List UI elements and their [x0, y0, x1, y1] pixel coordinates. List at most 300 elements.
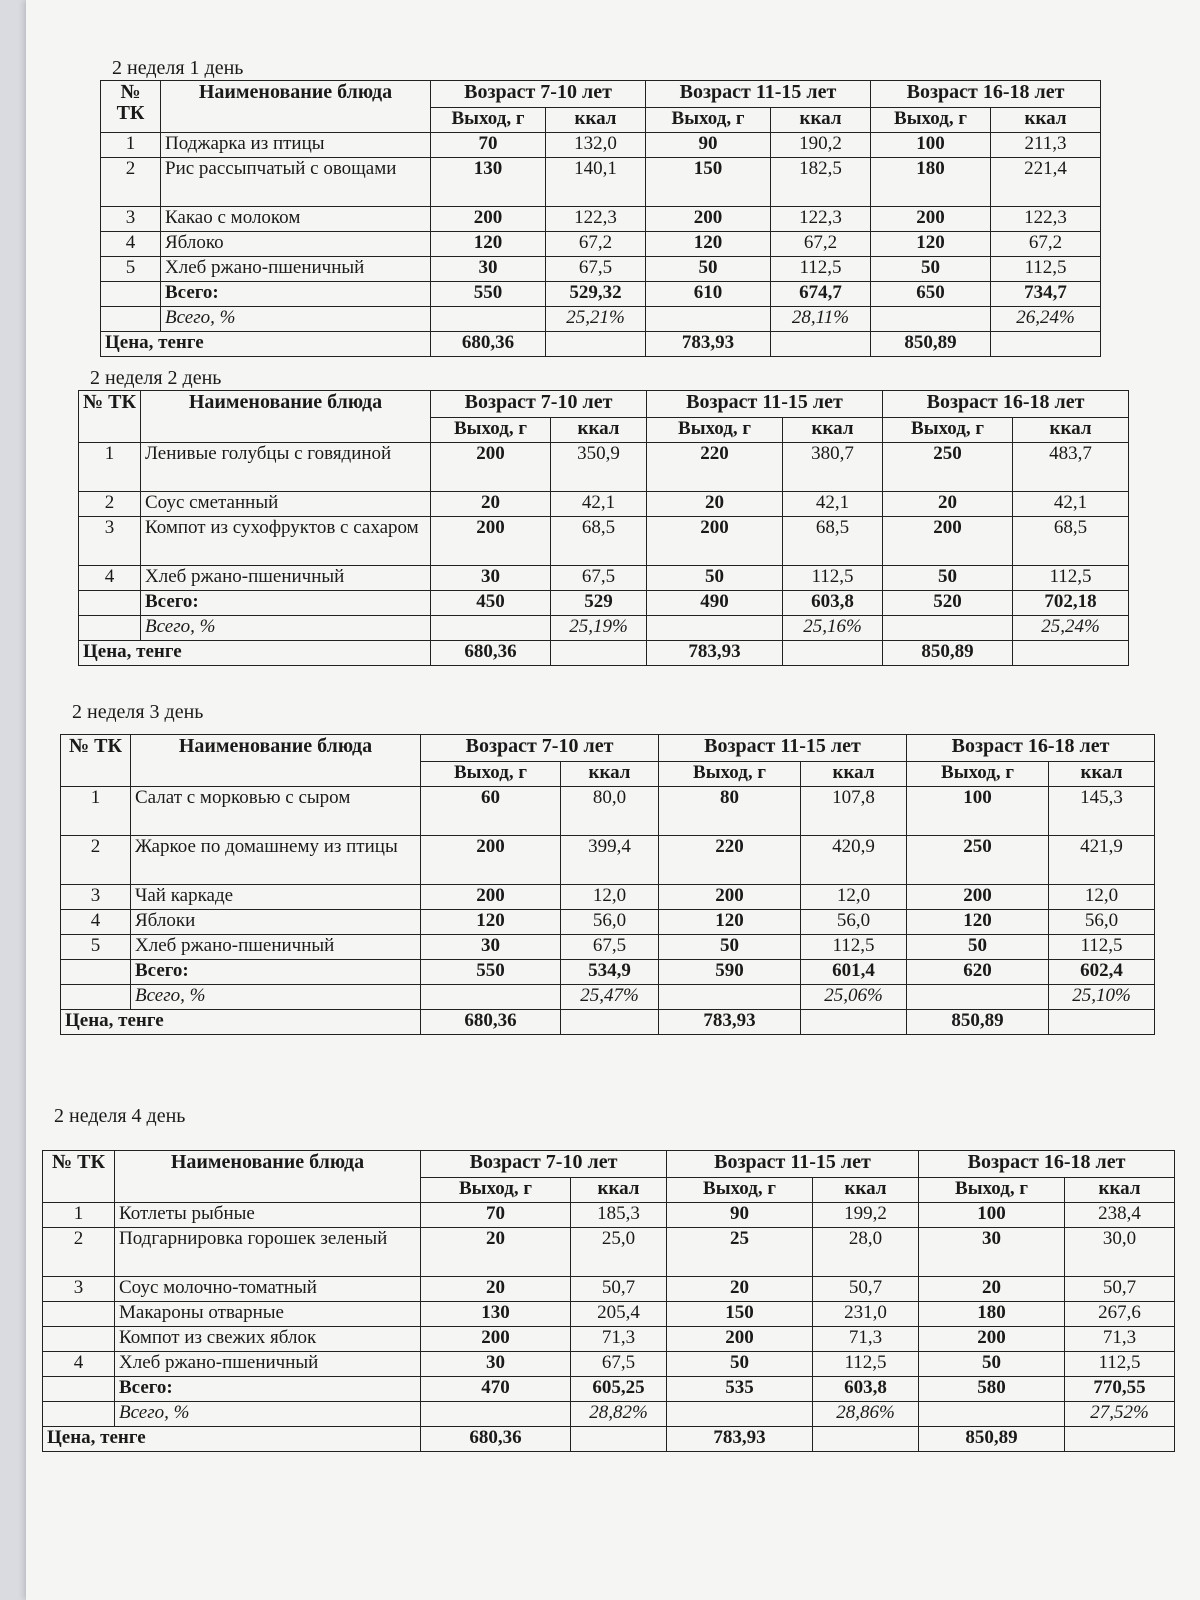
yield-value: 30: [431, 566, 551, 591]
yield-value: 250: [907, 836, 1049, 885]
kcal-value: 112,5: [801, 935, 907, 960]
kcal-value: 211,3: [991, 133, 1101, 158]
kcal-value: 238,4: [1065, 1203, 1175, 1228]
price-value: 850,89: [907, 1010, 1049, 1035]
age-7-10-header: Возраст 7-10 лет: [431, 391, 647, 418]
yield-header: Выход, г: [871, 108, 991, 133]
dish-name: Какао с молоком: [161, 207, 431, 232]
col-no-header: № ТК: [79, 391, 141, 443]
yield-value: 100: [907, 787, 1049, 836]
row-no: 5: [61, 935, 131, 960]
yield-value: 180: [919, 1302, 1065, 1327]
kcal-header: ккал: [991, 108, 1101, 133]
kcal-value: 56,0: [561, 910, 659, 935]
yield-header: Выход, г: [667, 1178, 813, 1203]
total-label: Всего:: [161, 282, 431, 307]
total-yield: 450: [431, 591, 551, 616]
row-no: 3: [101, 207, 161, 232]
price-label: Цена, тенге: [43, 1427, 421, 1452]
percent-row: [101, 307, 1101, 332]
yield-value: 90: [646, 133, 771, 158]
table-row: [79, 566, 1129, 591]
kcal-value: 145,3: [1049, 787, 1155, 836]
yield-value: 200: [421, 885, 561, 910]
price-value: 850,89: [871, 332, 991, 357]
price-value: 783,93: [659, 1010, 801, 1035]
age-11-15-header: Возраст 11-15 лет: [667, 1151, 919, 1178]
table-row: [43, 1302, 1175, 1327]
table-row: [79, 492, 1129, 517]
col-no-header: № ТК: [43, 1151, 115, 1203]
day-section: [78, 366, 1138, 666]
price-label: Цена, тенге: [61, 1010, 421, 1035]
yield-header: Выход, г: [431, 418, 551, 443]
kcal-value: 67,2: [771, 232, 871, 257]
kcal-header: ккал: [571, 1178, 667, 1203]
total-kcal: 674,7: [771, 282, 871, 307]
price-value: 680,36: [421, 1427, 571, 1452]
kcal-value: 182,5: [771, 158, 871, 207]
yield-value: 30: [919, 1228, 1065, 1277]
kcal-header: ккал: [771, 108, 871, 133]
day-title: 2 неделя 1 день: [112, 57, 244, 79]
yield-header: Выход, г: [907, 762, 1049, 787]
kcal-value: 122,3: [771, 207, 871, 232]
percent-label: Всего, %: [131, 985, 421, 1010]
yield-value: 20: [431, 492, 551, 517]
kcal-value: 221,4: [991, 158, 1101, 207]
total-row: [79, 591, 1129, 616]
kcal-value: 132,0: [546, 133, 646, 158]
table-row: [43, 1228, 1175, 1277]
total-row: [43, 1377, 1175, 1402]
dish-name: Хлеб ржано-пшеничный: [141, 566, 431, 591]
yield-value: 50: [646, 257, 771, 282]
yield-value: 150: [667, 1302, 813, 1327]
table-row: [61, 885, 1155, 910]
yield-value: 100: [871, 133, 991, 158]
age-16-18-header: Возраст 16-18 лет: [919, 1151, 1175, 1178]
col-name-header: Наименование блюда: [115, 1151, 421, 1203]
yield-value: 80: [659, 787, 801, 836]
yield-value: 20: [421, 1228, 571, 1277]
table-row: [101, 133, 1101, 158]
kcal-value: 205,4: [571, 1302, 667, 1327]
kcal-value: 267,6: [1065, 1302, 1175, 1327]
kcal-value: 483,7: [1013, 443, 1129, 492]
yield-header: Выход, г: [646, 108, 771, 133]
age-7-10-header: Возраст 7-10 лет: [431, 81, 646, 108]
kcal-value: 112,5: [1065, 1352, 1175, 1377]
price-value: 850,89: [919, 1427, 1065, 1452]
dish-name: Поджарка из птицы: [161, 133, 431, 158]
kcal-value: 420,9: [801, 836, 907, 885]
dish-name: Ленивые голубцы с говядиной: [141, 443, 431, 492]
kcal-value: 42,1: [551, 492, 647, 517]
yield-header: Выход, г: [421, 1178, 571, 1203]
yield-value: 120: [871, 232, 991, 257]
percent-row: [79, 616, 1129, 641]
kcal-value: 50,7: [571, 1277, 667, 1302]
percent-value: 28,11%: [771, 307, 871, 332]
age-7-10-header: Возраст 7-10 лет: [421, 735, 659, 762]
yield-header: Выход, г: [659, 762, 801, 787]
kcal-value: 42,1: [1013, 492, 1129, 517]
kcal-value: 71,3: [1065, 1327, 1175, 1352]
col-no-header: № ТК: [101, 81, 161, 133]
kcal-value: 68,5: [783, 517, 883, 566]
col-name-header: Наименование блюда: [131, 735, 421, 787]
row-no: 3: [79, 517, 141, 566]
kcal-value: 68,5: [551, 517, 647, 566]
total-yield: 535: [667, 1377, 813, 1402]
yield-value: 120: [907, 910, 1049, 935]
yield-value: 200: [647, 517, 783, 566]
kcal-value: 12,0: [561, 885, 659, 910]
total-kcal: 534,9: [561, 960, 659, 985]
kcal-value: 67,2: [991, 232, 1101, 257]
table-row: [101, 232, 1101, 257]
table-row: [61, 910, 1155, 935]
yield-header: Выход, г: [421, 762, 561, 787]
yield-value: 130: [431, 158, 546, 207]
yield-value: 150: [646, 158, 771, 207]
day-title: 2 неделя 4 день: [54, 1105, 186, 1127]
kcal-value: 71,3: [813, 1327, 919, 1352]
table-row: [61, 787, 1155, 836]
total-kcal: 601,4: [801, 960, 907, 985]
kcal-value: 190,2: [771, 133, 871, 158]
kcal-value: 112,5: [771, 257, 871, 282]
yield-value: 120: [646, 232, 771, 257]
total-label: Всего:: [115, 1377, 421, 1402]
kcal-value: 112,5: [991, 257, 1101, 282]
kcal-value: 56,0: [801, 910, 907, 935]
table-row: [43, 1352, 1175, 1377]
day-title: 2 неделя 2 день: [90, 367, 222, 389]
dish-name: Рис рассыпчатый с овощами: [161, 158, 431, 207]
yield-header: Выход, г: [883, 418, 1013, 443]
kcal-value: 68,5: [1013, 517, 1129, 566]
yield-value: 200: [659, 885, 801, 910]
price-row: [101, 332, 1101, 357]
table-row: [101, 207, 1101, 232]
dish-name: Компот из свежих яблок: [115, 1327, 421, 1352]
table-row: [61, 935, 1155, 960]
kcal-value: 30,0: [1065, 1228, 1175, 1277]
table-row: [79, 517, 1129, 566]
kcal-value: 67,5: [546, 257, 646, 282]
percent-label: Всего, %: [115, 1402, 421, 1427]
menu-table: [78, 390, 1129, 666]
kcal-value: 399,4: [561, 836, 659, 885]
yield-value: 200: [431, 443, 551, 492]
day-section: [60, 700, 1140, 1035]
yield-value: 50: [659, 935, 801, 960]
table-row: [43, 1203, 1175, 1228]
total-kcal: 605,25: [571, 1377, 667, 1402]
total-yield: 580: [919, 1377, 1065, 1402]
col-no-header: № ТК: [61, 735, 131, 787]
yield-value: 200: [919, 1327, 1065, 1352]
yield-value: 200: [871, 207, 991, 232]
kcal-value: 231,0: [813, 1302, 919, 1327]
kcal-value: 28,0: [813, 1228, 919, 1277]
kcal-header: ккал: [561, 762, 659, 787]
age-11-15-header: Возраст 11-15 лет: [647, 391, 883, 418]
total-yield: 590: [659, 960, 801, 985]
total-yield: 620: [907, 960, 1049, 985]
percent-value: 26,24%: [991, 307, 1101, 332]
dish-name: Хлеб ржано-пшеничный: [115, 1352, 421, 1377]
percent-value: 25,10%: [1049, 985, 1155, 1010]
percent-value: 25,47%: [561, 985, 659, 1010]
yield-value: 220: [659, 836, 801, 885]
age-11-15-header: Возраст 11-15 лет: [646, 81, 871, 108]
total-kcal: 702,18: [1013, 591, 1129, 616]
price-row: [61, 1010, 1155, 1035]
kcal-value: 12,0: [801, 885, 907, 910]
kcal-value: 67,5: [571, 1352, 667, 1377]
table-row: [101, 257, 1101, 282]
kcal-value: 71,3: [571, 1327, 667, 1352]
price-row: [43, 1427, 1175, 1452]
kcal-header: ккал: [813, 1178, 919, 1203]
total-kcal: 770,55: [1065, 1377, 1175, 1402]
kcal-value: 107,8: [801, 787, 907, 836]
kcal-header: ккал: [546, 108, 646, 133]
kcal-value: 185,3: [571, 1203, 667, 1228]
total-kcal: 734,7: [991, 282, 1101, 307]
percent-value: 25,21%: [546, 307, 646, 332]
price-value: 783,93: [667, 1427, 813, 1452]
kcal-value: 112,5: [783, 566, 883, 591]
row-no: [43, 1327, 115, 1352]
row-no: 4: [61, 910, 131, 935]
price-row: [79, 641, 1129, 666]
percent-value: 25,19%: [551, 616, 647, 641]
price-label: Цена, тенге: [79, 641, 431, 666]
row-no: 3: [61, 885, 131, 910]
percent-value: 25,24%: [1013, 616, 1129, 641]
yield-header: Выход, г: [647, 418, 783, 443]
table-row: [101, 158, 1101, 207]
kcal-header: ккал: [801, 762, 907, 787]
percent-value: 27,52%: [1065, 1402, 1175, 1427]
price-value: 783,93: [646, 332, 771, 357]
percent-value: 25,16%: [783, 616, 883, 641]
kcal-header: ккал: [1065, 1178, 1175, 1203]
yield-value: 20: [667, 1277, 813, 1302]
day-section: [100, 56, 1110, 357]
yield-value: 120: [431, 232, 546, 257]
table-row: [79, 443, 1129, 492]
yield-header: Выход, г: [431, 108, 546, 133]
kcal-value: 25,0: [571, 1228, 667, 1277]
yield-value: 200: [667, 1327, 813, 1352]
yield-header: Выход, г: [919, 1178, 1065, 1203]
table-row: [61, 836, 1155, 885]
col-name-header: Наименование блюда: [141, 391, 431, 443]
total-kcal: 529: [551, 591, 647, 616]
row-no: 1: [61, 787, 131, 836]
kcal-value: 122,3: [546, 207, 646, 232]
kcal-value: 50,7: [813, 1277, 919, 1302]
yield-value: 30: [431, 257, 546, 282]
yield-value: 120: [421, 910, 561, 935]
kcal-header: ккал: [1049, 762, 1155, 787]
dish-name: Соус сметанный: [141, 492, 431, 517]
kcal-header: ккал: [783, 418, 883, 443]
row-no: 2: [79, 492, 141, 517]
day-title: 2 неделя 3 день: [72, 701, 204, 723]
dish-name: Яблоки: [131, 910, 421, 935]
total-yield: 550: [421, 960, 561, 985]
row-no: 2: [61, 836, 131, 885]
kcal-value: 80,0: [561, 787, 659, 836]
yield-value: 50: [667, 1352, 813, 1377]
total-label: Всего:: [141, 591, 431, 616]
kcal-value: 380,7: [783, 443, 883, 492]
table-row: [43, 1277, 1175, 1302]
kcal-value: 67,5: [551, 566, 647, 591]
yield-value: 50: [883, 566, 1013, 591]
yield-value: 200: [421, 836, 561, 885]
dish-name: Котлеты рыбные: [115, 1203, 421, 1228]
yield-value: 180: [871, 158, 991, 207]
yield-value: 70: [431, 133, 546, 158]
kcal-header: ккал: [551, 418, 647, 443]
row-no: 3: [43, 1277, 115, 1302]
age-16-18-header: Возраст 16-18 лет: [871, 81, 1101, 108]
yield-value: 200: [907, 885, 1049, 910]
yield-value: 30: [421, 1352, 571, 1377]
dish-name: Подгарнировка горошек зеленый: [115, 1228, 421, 1277]
percent-value: 28,82%: [571, 1402, 667, 1427]
table-row: [43, 1327, 1175, 1352]
kcal-value: 50,7: [1065, 1277, 1175, 1302]
total-row: [61, 960, 1155, 985]
kcal-header: ккал: [1013, 418, 1129, 443]
percent-row: [43, 1402, 1175, 1427]
yield-value: 50: [919, 1352, 1065, 1377]
yield-value: 90: [667, 1203, 813, 1228]
total-kcal: 529,32: [546, 282, 646, 307]
yield-value: 250: [883, 443, 1013, 492]
yield-value: 20: [647, 492, 783, 517]
col-name-header: Наименование блюда: [161, 81, 431, 133]
kcal-value: 112,5: [813, 1352, 919, 1377]
total-yield: 470: [421, 1377, 571, 1402]
yield-value: 60: [421, 787, 561, 836]
menu-table: [100, 80, 1101, 357]
kcal-value: 42,1: [783, 492, 883, 517]
dish-name: Хлеб ржано-пшеничный: [131, 935, 421, 960]
row-no: 5: [101, 257, 161, 282]
yield-value: 130: [421, 1302, 571, 1327]
row-no: 4: [101, 232, 161, 257]
percent-label: Всего, %: [161, 307, 431, 332]
row-no: [43, 1302, 115, 1327]
kcal-value: 67,5: [561, 935, 659, 960]
yield-value: 200: [431, 517, 551, 566]
price-value: 850,89: [883, 641, 1013, 666]
percent-label: Всего, %: [141, 616, 431, 641]
kcal-value: 122,3: [991, 207, 1101, 232]
yield-value: 120: [659, 910, 801, 935]
kcal-value: 350,9: [551, 443, 647, 492]
percent-row: [61, 985, 1155, 1010]
menu-table: [42, 1150, 1175, 1452]
kcal-value: 67,2: [546, 232, 646, 257]
row-no: 1: [101, 133, 161, 158]
yield-value: 220: [647, 443, 783, 492]
yield-value: 20: [883, 492, 1013, 517]
percent-value: 25,06%: [801, 985, 907, 1010]
row-no: 4: [43, 1352, 115, 1377]
dish-name: Салат с морковью с сыром: [131, 787, 421, 836]
age-7-10-header: Возраст 7-10 лет: [421, 1151, 667, 1178]
yield-value: 100: [919, 1203, 1065, 1228]
dish-name: Соус молочно-томатный: [115, 1277, 421, 1302]
paper-sheet: [26, 0, 1200, 1600]
kcal-value: 421,9: [1049, 836, 1155, 885]
row-no: 2: [43, 1228, 115, 1277]
price-label: Цена, тенге: [101, 332, 431, 357]
dish-name: Макароны отварные: [115, 1302, 421, 1327]
kcal-value: 56,0: [1049, 910, 1155, 935]
total-yield: 650: [871, 282, 991, 307]
yield-value: 200: [421, 1327, 571, 1352]
day-section: [42, 1104, 1182, 1452]
total-yield: 490: [647, 591, 783, 616]
yield-value: 200: [883, 517, 1013, 566]
yield-value: 200: [646, 207, 771, 232]
yield-value: 20: [919, 1277, 1065, 1302]
yield-value: 50: [907, 935, 1049, 960]
yield-value: 70: [421, 1203, 571, 1228]
row-no: 1: [79, 443, 141, 492]
dish-name: Яблоко: [161, 232, 431, 257]
price-value: 783,93: [647, 641, 783, 666]
total-yield: 550: [431, 282, 546, 307]
dish-name: Жаркое по домашнему из птицы: [131, 836, 421, 885]
kcal-value: 199,2: [813, 1203, 919, 1228]
percent-value: 28,86%: [813, 1402, 919, 1427]
kcal-value: 112,5: [1013, 566, 1129, 591]
price-value: 680,36: [431, 641, 551, 666]
age-16-18-header: Возраст 16-18 лет: [883, 391, 1129, 418]
total-kcal: 603,8: [783, 591, 883, 616]
menu-table: [60, 734, 1155, 1035]
age-16-18-header: Возраст 16-18 лет: [907, 735, 1155, 762]
dish-name: Компот из сухофруктов с сахаром: [141, 517, 431, 566]
yield-value: 50: [871, 257, 991, 282]
dish-name: Чай каркаде: [131, 885, 421, 910]
total-kcal: 603,8: [813, 1377, 919, 1402]
kcal-value: 112,5: [1049, 935, 1155, 960]
kcal-value: 140,1: [546, 158, 646, 207]
price-value: 680,36: [421, 1010, 561, 1035]
dish-name: Хлеб ржано-пшеничный: [161, 257, 431, 282]
yield-value: 20: [421, 1277, 571, 1302]
yield-value: 50: [647, 566, 783, 591]
yield-value: 25: [667, 1228, 813, 1277]
total-label: Всего:: [131, 960, 421, 985]
total-kcal: 602,4: [1049, 960, 1155, 985]
total-yield: 520: [883, 591, 1013, 616]
yield-value: 200: [431, 207, 546, 232]
